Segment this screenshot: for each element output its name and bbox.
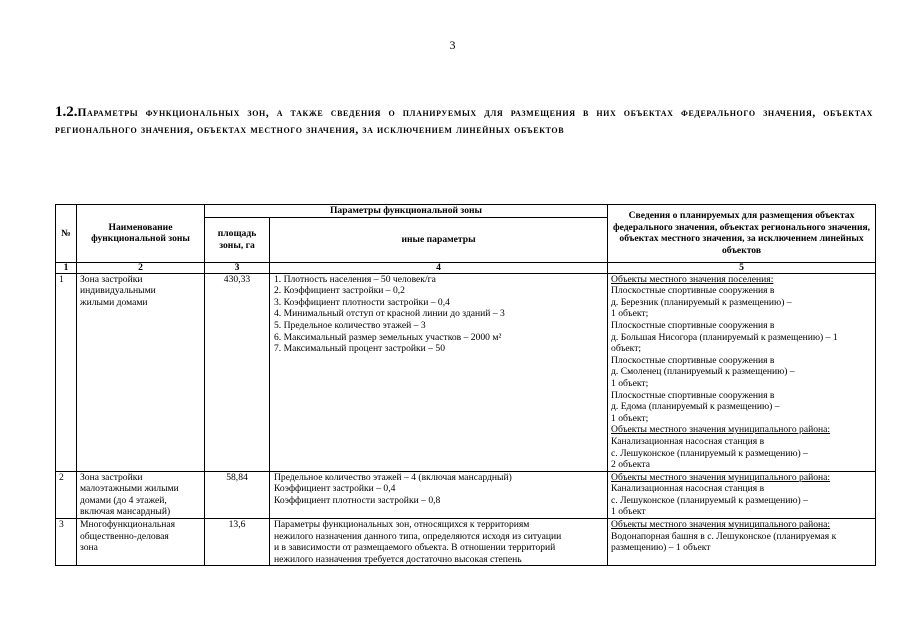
column-index-1: 1 xyxy=(56,262,77,273)
planned-object-line: Плоскостные спортивные сооружения в xyxy=(611,285,775,297)
planned-object-line: Плоскостные спортивные сооружения в xyxy=(611,354,775,366)
planned-object-line: 1 объект xyxy=(611,506,646,518)
planned-object-line: с. Лешуконское (планируемый к размещению) – xyxy=(611,447,808,459)
zone-params-cell xyxy=(270,471,608,518)
planned-objects-cell xyxy=(608,471,876,518)
zone-name-line: зона xyxy=(80,542,98,554)
row-number: 3 xyxy=(56,519,77,566)
zone-name-line: жилыми домами xyxy=(80,296,148,308)
planned-object-line: Объекты местного значения муниципального района: xyxy=(611,519,831,531)
zone-name-line: индивидуальными xyxy=(80,285,156,297)
planned-object-line: д. Едома (планируемый к размещению) – xyxy=(611,401,780,413)
zone-area: 430,33 xyxy=(205,273,270,471)
header-other-params: иные параметры xyxy=(270,217,608,262)
zone-param-line: Коэффициент застройки – 0,4 xyxy=(274,483,396,495)
zone-param-line: 6. Максимальный размер земельных участков – 2000 м² xyxy=(274,331,502,343)
zone-name-cell xyxy=(77,471,205,518)
zone-params-cell xyxy=(270,273,608,471)
zone-param-line: 4. Минимальный отступ от красной линии до зданий – 3 xyxy=(274,308,505,320)
planned-object-line: д. Большая Нисогора (планируемый к размещению) – 1 xyxy=(611,331,838,343)
planned-object-line: Водонапорная башня в с. Лешуконское (планируемая к xyxy=(611,530,837,542)
zone-param-line: 1. Плотность населения – 50 человек/га xyxy=(274,273,436,285)
header-objects: Сведения о планируемых для размещения объектах федерального значения, объектах регионального значения, объектах местного значения, за исключением линейных объектов xyxy=(608,205,876,263)
row-number: 2 xyxy=(56,471,77,518)
planned-object-line: Плоскостные спортивные сооружения в xyxy=(611,389,775,401)
zone-param-line: Коэффициент плотности застройки – 0,8 xyxy=(274,494,441,506)
table-row xyxy=(56,519,876,566)
planned-object-line: Канализационная насосная станция в xyxy=(611,435,765,447)
planned-object-line: Объекты местного значения поселения: xyxy=(611,273,774,285)
planned-object-line: размещению) – 1 объект xyxy=(611,542,711,554)
section-title: Параметры функциональных зон, а также сведения о планируемых для размещения в них объектах федерального значения, объектах регионального значения, объектах местного значения, за исключением линейных объектов xyxy=(55,107,873,136)
zone-name-line: Зона застройки xyxy=(80,273,143,285)
functional-zones-table xyxy=(55,204,876,566)
zone-param-line: 3. Коэффициент плотности застройки – 0,4 xyxy=(274,296,450,308)
planned-object-line: объект; xyxy=(611,343,642,355)
zone-param-line: 7. Максимальный процент застройки – 50 xyxy=(274,343,445,355)
header-zone-name: Наименование функциональной зоны xyxy=(77,205,205,263)
planned-objects-cell xyxy=(608,519,876,566)
zone-name-line: включая мансардный) xyxy=(80,506,171,518)
planned-object-line: Канализационная насосная станция в xyxy=(611,483,765,495)
zone-param-line: 2. Коэффициент застройки – 0,2 xyxy=(274,285,405,297)
column-index-4: 4 xyxy=(270,262,608,273)
planned-object-line: Объекты местного значения муниципального района: xyxy=(611,471,831,483)
zone-name-line: Зона застройки xyxy=(80,471,143,483)
planned-object-line: 1 объект; xyxy=(611,377,649,389)
section-heading xyxy=(55,104,873,139)
planned-object-line: 1 объект; xyxy=(611,412,649,424)
row-number: 1 xyxy=(56,273,77,471)
planned-object-line: Плоскостные спортивные сооружения в xyxy=(611,319,775,331)
zone-param-line: нежилого назначения требуется достаточно высокая степень xyxy=(274,553,522,565)
planned-object-line: 2 объекта xyxy=(611,459,650,471)
zone-name-line: домами (до 4 этажей, xyxy=(80,494,167,506)
planned-object-line: с. Лешуконское (планируемый к размещению) – xyxy=(611,494,808,506)
column-index-2: 2 xyxy=(77,262,205,273)
header-num: № xyxy=(56,205,77,263)
zone-param-line: и в зависимости от размещаемого объекта. В отношении территорий xyxy=(274,542,556,554)
zone-name-line: общественно-деловая xyxy=(80,530,169,542)
zone-area: 58,84 xyxy=(205,471,270,518)
page-number: 3 xyxy=(449,38,456,52)
planned-object-line: д. Смоленец (планируемый к размещению) – xyxy=(611,366,795,378)
column-index-3: 3 xyxy=(205,262,270,273)
planned-object-line: Объекты местного значения муниципального района: xyxy=(611,424,831,436)
zone-name-line: малоэтажными жилыми xyxy=(80,483,179,495)
planned-object-line: д. Березник (планируемый к размещению) – xyxy=(611,296,792,308)
table-row xyxy=(56,273,876,471)
column-index-5: 5 xyxy=(608,262,876,273)
header-params-group: Параметры функциональной зоны xyxy=(205,205,608,218)
zone-name-line: Многофункциональная xyxy=(80,519,176,531)
zone-param-line: нежилого назначения данного типа, определяются исходя из ситуации xyxy=(274,530,562,542)
zone-param-line: 5. Предельное количество этажей – 3 xyxy=(274,319,426,331)
planned-objects-cell xyxy=(608,273,876,471)
zone-name-cell xyxy=(77,519,205,566)
zone-area: 13,6 xyxy=(205,519,270,566)
zone-name-cell xyxy=(77,273,205,471)
table-row xyxy=(56,471,876,518)
zone-params-cell xyxy=(270,519,608,566)
header-area: площадь зоны, га xyxy=(205,217,270,262)
section-number: 1.2. xyxy=(55,104,78,120)
planned-object-line: 1 объект; xyxy=(611,308,649,320)
zone-param-line: Предельное количество этажей – 4 (включая мансардный) xyxy=(274,471,512,483)
zone-param-line: Параметры функциональных зон, относящихся к территориям xyxy=(274,519,530,531)
